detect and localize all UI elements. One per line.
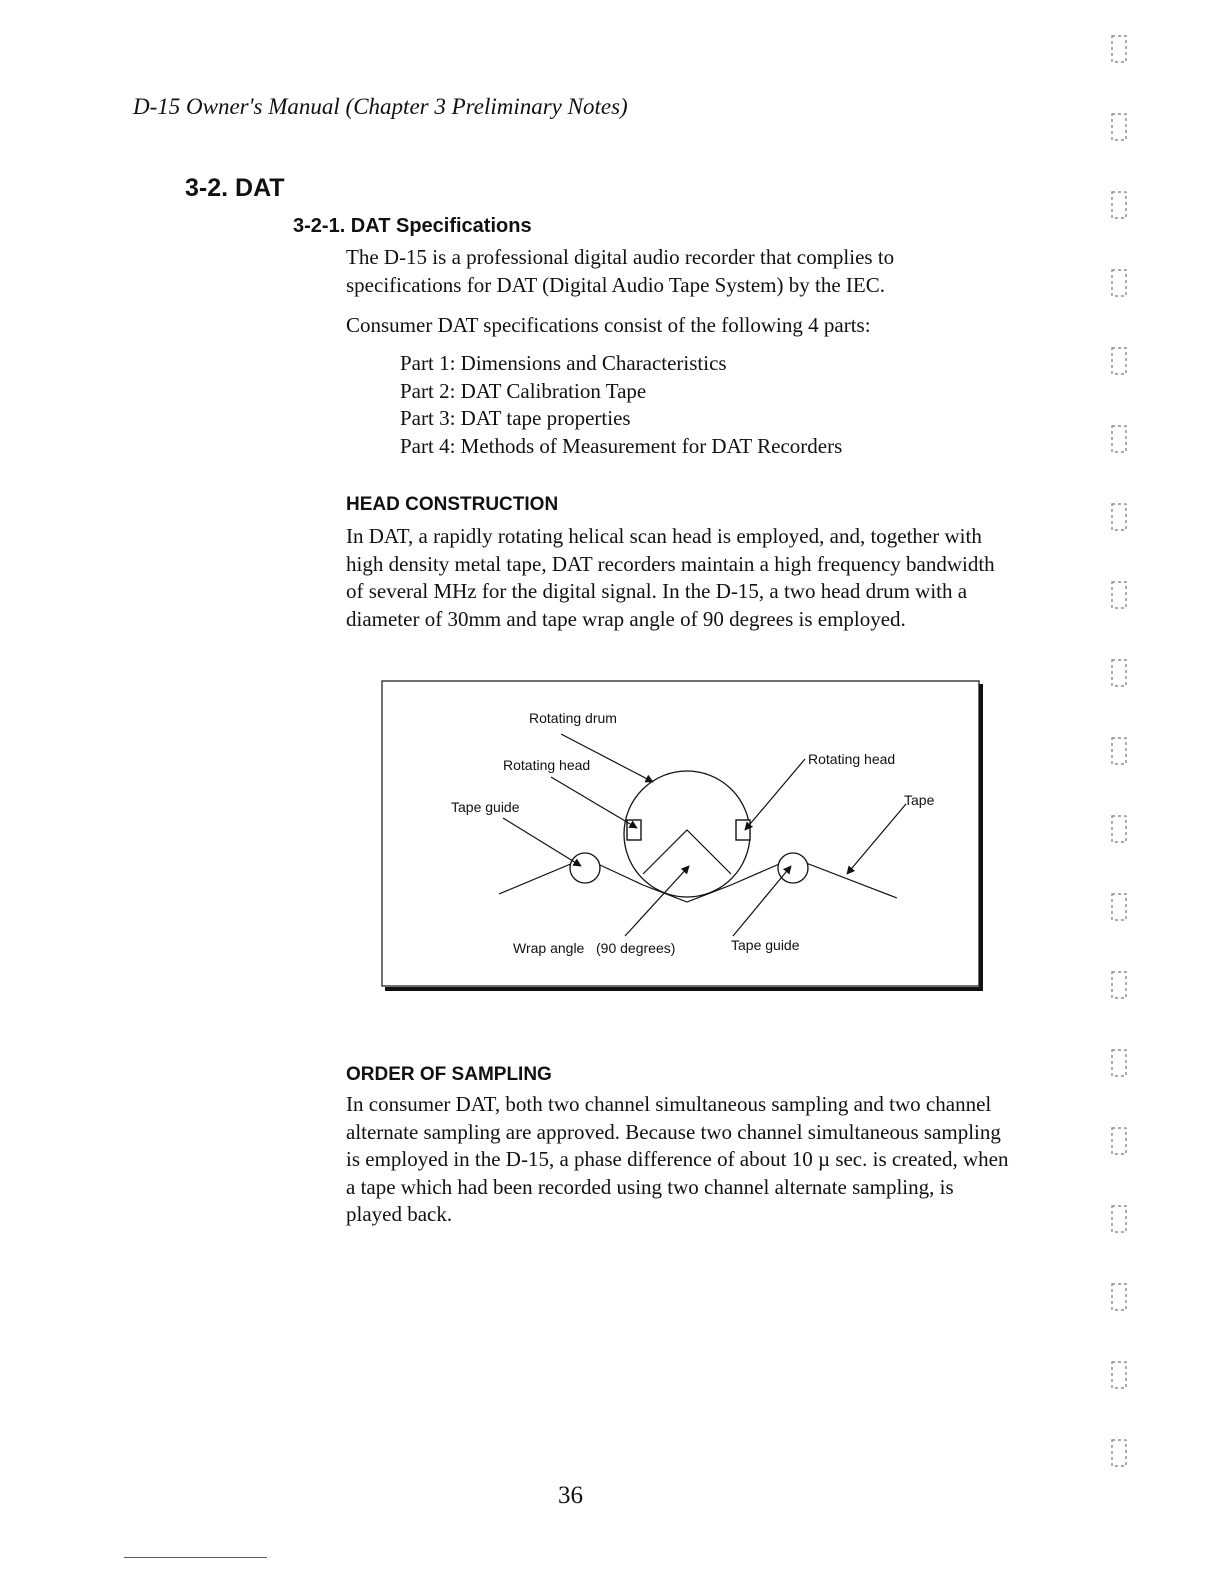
order-of-sampling-heading: ORDER OF SAMPLING [346, 1064, 552, 1085]
label-tape: Tape [904, 792, 935, 808]
head-construction-text: In DAT, a rapidly rotating helical scan head is employed, and, together with high density metal tape, DAT recorders maintain a high frequency bandwidth of several MHz for the digital signal. In the D-15, a two head drum with a diameter of 30mm and tape wrap angle of 90 degrees is employed. [346, 524, 995, 631]
head-diagram-figure [381, 680, 985, 992]
tape-guide-right-icon [778, 853, 808, 883]
list-item: Part 2: DAT Calibration Tape [400, 378, 647, 403]
page-number: 36 [558, 1482, 583, 1509]
parts-list [400, 350, 842, 460]
intro-paragraph-2 [346, 312, 1011, 340]
binding-holes [1108, 30, 1132, 1530]
label-tape-guide-left: Tape guide [451, 799, 520, 815]
label-rotating-head-right: Rotating head [808, 751, 896, 767]
label-wrap-angle: Wrap angle (90 degrees) [513, 940, 676, 956]
running-header: D-15 Owner's Manual (Chapter 3 Preliminary Notes) [133, 94, 628, 119]
figure-frame [382, 681, 979, 986]
head-construction-heading: HEAD CONSTRUCTION [346, 494, 559, 515]
rotating-head-right-icon [736, 820, 750, 840]
intro-paragraph-1 [346, 244, 1011, 299]
order-of-sampling-paragraph [346, 1091, 1014, 1229]
intro-text-2: Consumer DAT specifications consist of the following 4 parts: [346, 313, 871, 337]
section-title: 3-2. DAT [185, 174, 285, 202]
footer-rule [124, 1557, 267, 1558]
tape-guide-left-icon [570, 853, 600, 883]
intro-text-1: The D-15 is a professional digital audio recorder that complies to specifications for DAT (Digital Audio Tape System) by the IEC. [346, 245, 895, 297]
list-item: Part 1: Dimensions and Characteristics [400, 351, 727, 375]
label-rotating-head-left: Rotating head [503, 757, 591, 773]
label-rotating-drum: Rotating drum [529, 710, 617, 726]
list-item: Part 4: Methods of Measurement for DAT Recorders [400, 433, 843, 458]
subsection-title: 3-2-1. DAT Specifications [293, 215, 532, 237]
list-item: Part 3: DAT tape properties [400, 406, 631, 430]
order-of-sampling-text: In consumer DAT, both two channel simultaneous sampling and two channel alternate sampling are approved. Because two channel simultaneous sampling is employed in the D-15, a phase difference of about 10 µ sec. is created, when a tape which had been recorded using two channel alternate sampling, is played back. [346, 1092, 1009, 1226]
head-construction-paragraph [346, 523, 1014, 633]
label-tape-guide-bottom: Tape guide [731, 937, 800, 953]
head-diagram [381, 680, 985, 992]
